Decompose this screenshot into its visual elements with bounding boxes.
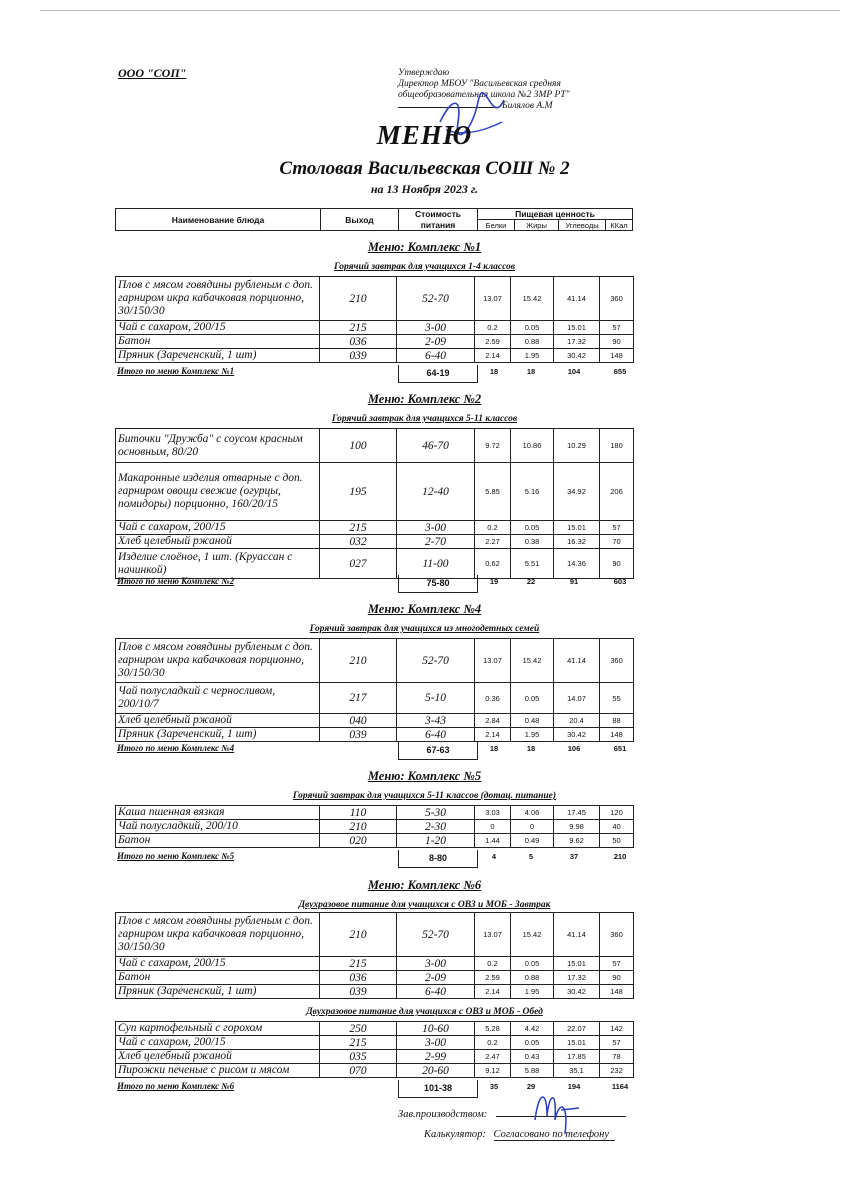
- section-subtitle: Горячий завтрак для учащихся 1-4 классов: [333, 262, 516, 272]
- table-row: [116, 429, 634, 463]
- table-row: [116, 335, 634, 349]
- dish-output: 039: [320, 985, 397, 999]
- protein-value: 5.28: [475, 1022, 511, 1036]
- fat-value: 5.51: [511, 549, 554, 579]
- kcal-value: 232: [600, 1064, 634, 1078]
- protein-value: 0: [475, 820, 511, 834]
- dish-output: 217: [320, 683, 397, 714]
- kcal-value: 90: [600, 549, 634, 579]
- total-carbs: 104: [567, 367, 581, 376]
- dish-name: Изделие слоёное, 1 шт. (Круассан с начинкой): [116, 549, 320, 579]
- fat-value: 0.05: [511, 1036, 554, 1050]
- header-fat: Жиры: [515, 220, 559, 231]
- page-title: МЕНЮ: [376, 120, 473, 150]
- total-kcal: 210: [613, 852, 627, 861]
- footer-calculator: [424, 1129, 615, 1141]
- dish-price: 3-00: [397, 521, 475, 535]
- total-fat: 18: [526, 367, 536, 376]
- dish-output: 039: [320, 349, 397, 363]
- carbs-value: 14.36: [554, 549, 600, 579]
- total-fat: 18: [526, 744, 536, 753]
- kcal-value: 70: [600, 535, 634, 549]
- kcal-value: 360: [600, 913, 634, 957]
- menu-table: [115, 276, 634, 363]
- dish-name: Хлеб целебный ржаной: [116, 714, 320, 728]
- section-title: Меню: Комплекс №4: [367, 602, 482, 616]
- approval-line-2: Директор МБОУ "Васильевская средняя: [398, 79, 561, 89]
- dish-output: 215: [320, 521, 397, 535]
- kcal-value: 90: [600, 335, 634, 349]
- dish-price: 52-70: [397, 639, 475, 683]
- carbs-value: 10.29: [554, 429, 600, 463]
- dish-name: Чай полусладкий, 200/10: [116, 820, 320, 834]
- table-row: [116, 521, 634, 535]
- section-subtitle: Горячий завтрак для учащихся из многодетных семей: [309, 624, 540, 634]
- section-subtitle: Горячий завтрак для учащихся 5-11 классов (дотац. питание): [292, 791, 557, 801]
- dish-price: 10-60: [397, 1022, 475, 1036]
- fat-value: 0.05: [511, 683, 554, 714]
- table-row: [116, 639, 634, 683]
- table-row: [116, 1050, 634, 1064]
- dish-price: 5-10: [397, 683, 475, 714]
- table-row: [116, 971, 634, 985]
- protein-value: 0.2: [475, 321, 511, 335]
- section-subtitle: Горячий завтрак для учащихся 5-11 классов: [331, 414, 518, 424]
- dish-price: 2-70: [397, 535, 475, 549]
- table-row: [116, 957, 634, 971]
- total-carbs: 106: [567, 744, 581, 753]
- kcal-value: 90: [600, 971, 634, 985]
- header-kcal: ККал: [606, 220, 633, 231]
- carbs-value: 35.1: [554, 1064, 600, 1078]
- section-subtitle: Двухразовое питание для учащихся с ОВЗ и МОБ - Завтрак: [298, 900, 551, 910]
- total-label: Итого по меню Комплекс №6: [117, 1081, 235, 1091]
- total-label: Итого по меню Комплекс №2: [117, 576, 235, 586]
- table-row: [116, 806, 634, 820]
- protein-value: 2.47: [475, 1050, 511, 1064]
- approval-line-1: Утверждаю: [398, 68, 450, 78]
- total-label: Итого по меню Комплекс №4: [117, 743, 235, 753]
- dish-price: 46-70: [397, 429, 475, 463]
- dish-price: 52-70: [397, 913, 475, 957]
- dish-name: Макаронные изделия отварные с доп. гарниром овощи свежие (огурцы, помидоры) порционно, 160/20/15: [116, 463, 320, 521]
- table-row: [116, 1036, 634, 1050]
- fat-value: 0.88: [511, 335, 554, 349]
- total-label: Итого по меню Комплекс №5: [117, 851, 235, 861]
- table-row: [116, 728, 634, 742]
- protein-value: 2.59: [475, 335, 511, 349]
- menu-table: [115, 428, 634, 579]
- fat-value: 0.49: [511, 834, 554, 848]
- total-price: 67-63: [398, 742, 478, 760]
- dish-price: 6-40: [397, 349, 475, 363]
- approval-line-3: общеобразовательная школа №2 ЗМР РТ": [398, 90, 570, 100]
- protein-value: 13.07: [475, 913, 511, 957]
- carbs-value: 15.01: [554, 957, 600, 971]
- dish-output: 215: [320, 957, 397, 971]
- table-row: [116, 913, 634, 957]
- total-protein: 18: [489, 367, 499, 376]
- kcal-value: 57: [600, 1036, 634, 1050]
- table-row: [116, 321, 634, 335]
- header-carbs: Углеводы: [559, 220, 606, 231]
- table-row: [116, 1064, 634, 1078]
- dish-output: 210: [320, 277, 397, 321]
- protein-value: 0.62: [475, 549, 511, 579]
- fat-value: 15.42: [511, 639, 554, 683]
- protein-value: 0.2: [475, 1036, 511, 1050]
- dish-output: 020: [320, 834, 397, 848]
- protein-value: 0.2: [475, 521, 511, 535]
- header-nutrition: Пищевая ценность: [478, 209, 633, 220]
- total-price: 64-19: [398, 365, 478, 383]
- protein-value: 13.07: [475, 277, 511, 321]
- carbs-value: 30.42: [554, 349, 600, 363]
- carbs-value: 9.98: [554, 820, 600, 834]
- dish-price: 52-70: [397, 277, 475, 321]
- kcal-value: 180: [600, 429, 634, 463]
- dish-price: 6-40: [397, 985, 475, 999]
- total-carbs: 194: [567, 1082, 581, 1091]
- dish-name: Батон: [116, 335, 320, 349]
- carbs-value: 14.07: [554, 683, 600, 714]
- dish-name: Пирожки печеные с рисом и мясом: [116, 1064, 320, 1078]
- protein-value: 9.12: [475, 1064, 511, 1078]
- dish-price: 3-00: [397, 957, 475, 971]
- table-row: [116, 549, 634, 579]
- kcal-value: 148: [600, 349, 634, 363]
- kcal-value: 55: [600, 683, 634, 714]
- page-top-line: [40, 10, 840, 11]
- dish-output: 039: [320, 728, 397, 742]
- kcal-value: 50: [600, 834, 634, 848]
- section-subtitle-lunch: Двухразовое питание для учащихся с ОВЗ и МОБ - Обед: [306, 1007, 543, 1017]
- fat-value: 0.05: [511, 321, 554, 335]
- fat-value: 0.38: [511, 535, 554, 549]
- total-kcal: 1164: [611, 1082, 629, 1091]
- table-row: [116, 1022, 634, 1036]
- carbs-value: 30.42: [554, 985, 600, 999]
- protein-value: 1.44: [475, 834, 511, 848]
- total-price: 101-38: [398, 1080, 478, 1098]
- dish-price: 12-40: [397, 463, 475, 521]
- carbs-value: 15.01: [554, 1036, 600, 1050]
- total-fat: 29: [526, 1082, 536, 1091]
- menu-table: [115, 638, 634, 742]
- fat-value: 0.48: [511, 714, 554, 728]
- protein-value: 2.14: [475, 985, 511, 999]
- table-row: [116, 535, 634, 549]
- table-row: [116, 834, 634, 848]
- kcal-value: 142: [600, 1022, 634, 1036]
- protein-value: 13.07: [475, 639, 511, 683]
- dish-name: Плов с мясом говядины рубленым с доп. гарниром икра кабачковая порционно, 30/150/30: [116, 639, 320, 683]
- director-name: Билялов А.М: [502, 101, 553, 111]
- dish-name: Пряник (Зареченский, 1 шт): [116, 728, 320, 742]
- carbs-value: 15.01: [554, 321, 600, 335]
- kcal-value: 148: [600, 728, 634, 742]
- fat-value: 4.06: [511, 806, 554, 820]
- carbs-value: 17.45: [554, 806, 600, 820]
- dish-name: Чай с сахаром, 200/15: [116, 1036, 320, 1050]
- dish-name: Хлеб целебный ржаной: [116, 1050, 320, 1064]
- carbs-value: 20.4: [554, 714, 600, 728]
- table-row: [116, 277, 634, 321]
- dish-output: 040: [320, 714, 397, 728]
- carbs-value: 34.92: [554, 463, 600, 521]
- dish-price: 2-30: [397, 820, 475, 834]
- carbs-value: 41.14: [554, 639, 600, 683]
- dish-price: 11-00: [397, 549, 475, 579]
- total-protein: 19: [489, 577, 499, 586]
- kcal-value: 120: [600, 806, 634, 820]
- section-title: Меню: Комплекс №2: [367, 392, 482, 406]
- section-title: Меню: Комплекс №1: [367, 240, 482, 254]
- carbs-value: 9.62: [554, 834, 600, 848]
- dish-price: 1-20: [397, 834, 475, 848]
- protein-value: 2.14: [475, 728, 511, 742]
- section-title: Меню: Комплекс №5: [367, 769, 482, 783]
- fat-value: 0.05: [511, 521, 554, 535]
- table-row: [116, 985, 634, 999]
- dish-output: 070: [320, 1064, 397, 1078]
- kcal-value: 40: [600, 820, 634, 834]
- fat-value: 0.05: [511, 957, 554, 971]
- dish-output: 035: [320, 1050, 397, 1064]
- menu-date: на 13 Ноября 2023 г.: [370, 182, 479, 196]
- fat-value: 1.95: [511, 728, 554, 742]
- dish-output: 036: [320, 335, 397, 349]
- total-protein: 18: [489, 744, 499, 753]
- dish-name: Биточки "Дружба" с соусом красным основным, 80/20: [116, 429, 320, 463]
- header-cost-2: питания: [399, 220, 478, 231]
- protein-value: 5.85: [475, 463, 511, 521]
- dish-price: 5-30: [397, 806, 475, 820]
- dish-name: Хлеб целебный ржаной: [116, 535, 320, 549]
- total-protein: 35: [489, 1082, 499, 1091]
- column-header: [115, 208, 633, 231]
- dish-name: Чай с сахаром, 200/15: [116, 521, 320, 535]
- dish-output: 027: [320, 549, 397, 579]
- dish-output: 250: [320, 1022, 397, 1036]
- carbs-value: 17.32: [554, 971, 600, 985]
- dish-price: 2-09: [397, 971, 475, 985]
- total-kcal: 603: [613, 577, 627, 586]
- dish-output: 210: [320, 820, 397, 834]
- dish-output: 032: [320, 535, 397, 549]
- kcal-value: 148: [600, 985, 634, 999]
- protein-value: 2.84: [475, 714, 511, 728]
- dish-output: 100: [320, 429, 397, 463]
- header-name: Наименование блюда: [116, 209, 321, 231]
- dish-output: 110: [320, 806, 397, 820]
- dish-price: 2-09: [397, 335, 475, 349]
- section-title: Меню: Комплекс №6: [367, 878, 482, 892]
- kcal-value: 206: [600, 463, 634, 521]
- dish-price: 2-99: [397, 1050, 475, 1064]
- header-cost-1: Стоимость: [399, 209, 478, 220]
- dish-price: 20-60: [397, 1064, 475, 1078]
- organization-name: ООО "СОП": [118, 66, 187, 80]
- fat-value: 15.42: [511, 277, 554, 321]
- total-row: [115, 365, 633, 383]
- dish-name: Пряник (Зареченский, 1 шт): [116, 349, 320, 363]
- header-output: Выход: [321, 209, 399, 231]
- dish-output: 195: [320, 463, 397, 521]
- total-price: 75-80: [398, 575, 478, 593]
- total-fat: 22: [526, 577, 536, 586]
- total-label: Итого по меню Комплекс №1: [117, 366, 235, 376]
- dish-output: 036: [320, 971, 397, 985]
- kcal-value: 360: [600, 277, 634, 321]
- fat-value: 1.95: [511, 349, 554, 363]
- total-carbs: 37: [569, 852, 579, 861]
- dish-name: Чай полусладкий с черносливом, 200/10/7: [116, 683, 320, 714]
- fat-value: 1.95: [511, 985, 554, 999]
- total-price: 8-80: [398, 850, 478, 868]
- dish-name: Суп картофельный с горохом: [116, 1022, 320, 1036]
- protein-value: 9.72: [475, 429, 511, 463]
- fat-value: 0.88: [511, 971, 554, 985]
- kcal-value: 88: [600, 714, 634, 728]
- table-row: [116, 820, 634, 834]
- calculator-value: Согласовано по телефону: [494, 1129, 616, 1141]
- canteen-name: Столовая Васильевская СОШ № 2: [279, 158, 570, 179]
- menu-table: [115, 912, 634, 999]
- footer-producer: [398, 1109, 626, 1120]
- total-row: [115, 742, 633, 760]
- fat-value: 4.42: [511, 1022, 554, 1036]
- dish-name: Пряник (Зареченский, 1 шт): [116, 985, 320, 999]
- protein-value: 0.2: [475, 957, 511, 971]
- carbs-value: 17.32: [554, 335, 600, 349]
- dish-name: Чай с сахаром, 200/15: [116, 321, 320, 335]
- dish-name: Каша пшенная вязкая: [116, 806, 320, 820]
- menu-table: [115, 805, 634, 848]
- fat-value: 0.43: [511, 1050, 554, 1064]
- protein-value: 2.59: [475, 971, 511, 985]
- dish-price: 3-00: [397, 1036, 475, 1050]
- total-carbs: 91: [569, 577, 579, 586]
- kcal-value: 57: [600, 321, 634, 335]
- header-protein: Белки: [478, 220, 515, 231]
- total-row: [115, 575, 633, 593]
- dish-price: 3-43: [397, 714, 475, 728]
- kcal-value: 360: [600, 639, 634, 683]
- dish-price: 3-00: [397, 321, 475, 335]
- kcal-value: 57: [600, 521, 634, 535]
- carbs-value: 17.85: [554, 1050, 600, 1064]
- total-kcal: 655: [613, 367, 627, 376]
- total-kcal: 651: [613, 744, 627, 753]
- kcal-value: 57: [600, 957, 634, 971]
- dish-output: 215: [320, 321, 397, 335]
- carbs-value: 41.14: [554, 913, 600, 957]
- fat-value: 10.86: [511, 429, 554, 463]
- dish-name: Батон: [116, 834, 320, 848]
- protein-value: 3.03: [475, 806, 511, 820]
- dish-output: 210: [320, 639, 397, 683]
- dish-price: 6-40: [397, 728, 475, 742]
- carbs-value: 41.14: [554, 277, 600, 321]
- carbs-value: 15.01: [554, 521, 600, 535]
- table-row: [116, 349, 634, 363]
- protein-value: 2.14: [475, 349, 511, 363]
- fat-value: 0: [511, 820, 554, 834]
- protein-value: 0.36: [475, 683, 511, 714]
- carbs-value: 16.32: [554, 535, 600, 549]
- carbs-value: 30.42: [554, 728, 600, 742]
- table-row: [116, 463, 634, 521]
- protein-value: 2.27: [475, 535, 511, 549]
- dish-name: Плов с мясом говядины рубленым с доп. гарниром икра кабачковая порционно, 30/150/30: [116, 913, 320, 957]
- fat-value: 5.16: [511, 463, 554, 521]
- dish-name: Чай с сахаром, 200/15: [116, 957, 320, 971]
- dish-name: Батон: [116, 971, 320, 985]
- fat-value: 5.88: [511, 1064, 554, 1078]
- dish-name: Плов с мясом говядины рубленым с доп. гарниром икра кабачковая порционно, 30/150/30: [116, 277, 320, 321]
- fat-value: 15.42: [511, 913, 554, 957]
- carbs-value: 22.07: [554, 1022, 600, 1036]
- table-row: [116, 683, 634, 714]
- producer-label: Зав.производством:: [398, 1109, 488, 1120]
- total-fat: 5: [528, 852, 534, 861]
- kcal-value: 78: [600, 1050, 634, 1064]
- dish-output: 210: [320, 913, 397, 957]
- calculator-label: Калькулятор:: [424, 1129, 486, 1140]
- table-row: [116, 714, 634, 728]
- total-protein: 4: [491, 852, 497, 861]
- dish-output: 215: [320, 1036, 397, 1050]
- menu-table: [115, 1021, 634, 1078]
- total-row: [115, 850, 633, 868]
